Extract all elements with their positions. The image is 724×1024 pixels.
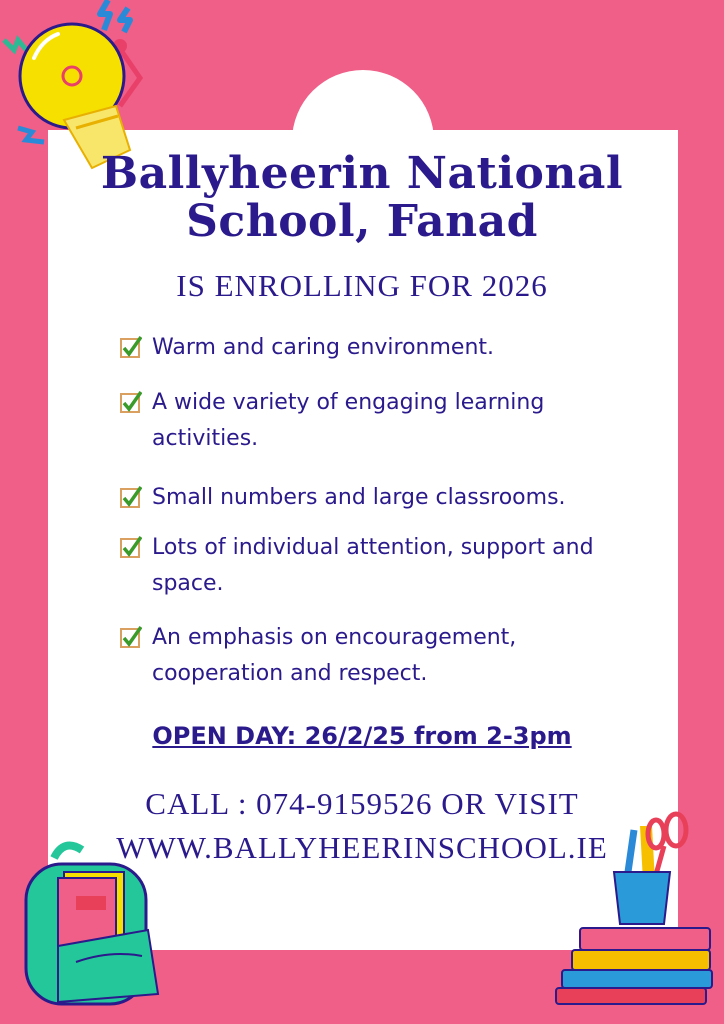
backpack-icon (18, 838, 168, 1014)
check-icon (120, 336, 142, 358)
contact-website[interactable]: WWW.BALLYHEERINSCHOOL.IE (116, 830, 608, 865)
check-icon (120, 536, 142, 558)
feature-item (118, 480, 658, 516)
feature-text: Warm and caring environment. (152, 335, 495, 360)
check-icon (120, 486, 142, 508)
title-line-2: School, Fanad (186, 196, 538, 247)
contact-phone: CALL : 074-9159526 OR VISIT (145, 786, 579, 821)
title-line-1: Ballyheerin National (100, 148, 624, 199)
feature-item (118, 330, 658, 366)
feature-item (118, 385, 658, 457)
page-title (60, 150, 664, 246)
feature-text: Lots of individual attention, support and (152, 535, 594, 560)
feature-text-cont: space. (152, 571, 224, 596)
feature-text-cont: activities. (152, 426, 259, 451)
feature-text: An emphasis on encouragement, (152, 625, 517, 650)
feature-text-cont: cooperation and respect. (152, 661, 428, 686)
check-icon (120, 391, 142, 413)
feature-item (118, 530, 658, 602)
subtitle: IS ENROLLING FOR 2026 (176, 268, 548, 303)
feature-text: Small numbers and large classrooms. (152, 485, 566, 510)
books-icon (552, 800, 722, 1010)
open-day-text: OPEN DAY: 26/2/25 from 2-3pm (152, 722, 572, 750)
feature-item (118, 620, 658, 692)
check-icon (120, 626, 142, 648)
feature-text: A wide variety of engaging learning (152, 390, 545, 415)
